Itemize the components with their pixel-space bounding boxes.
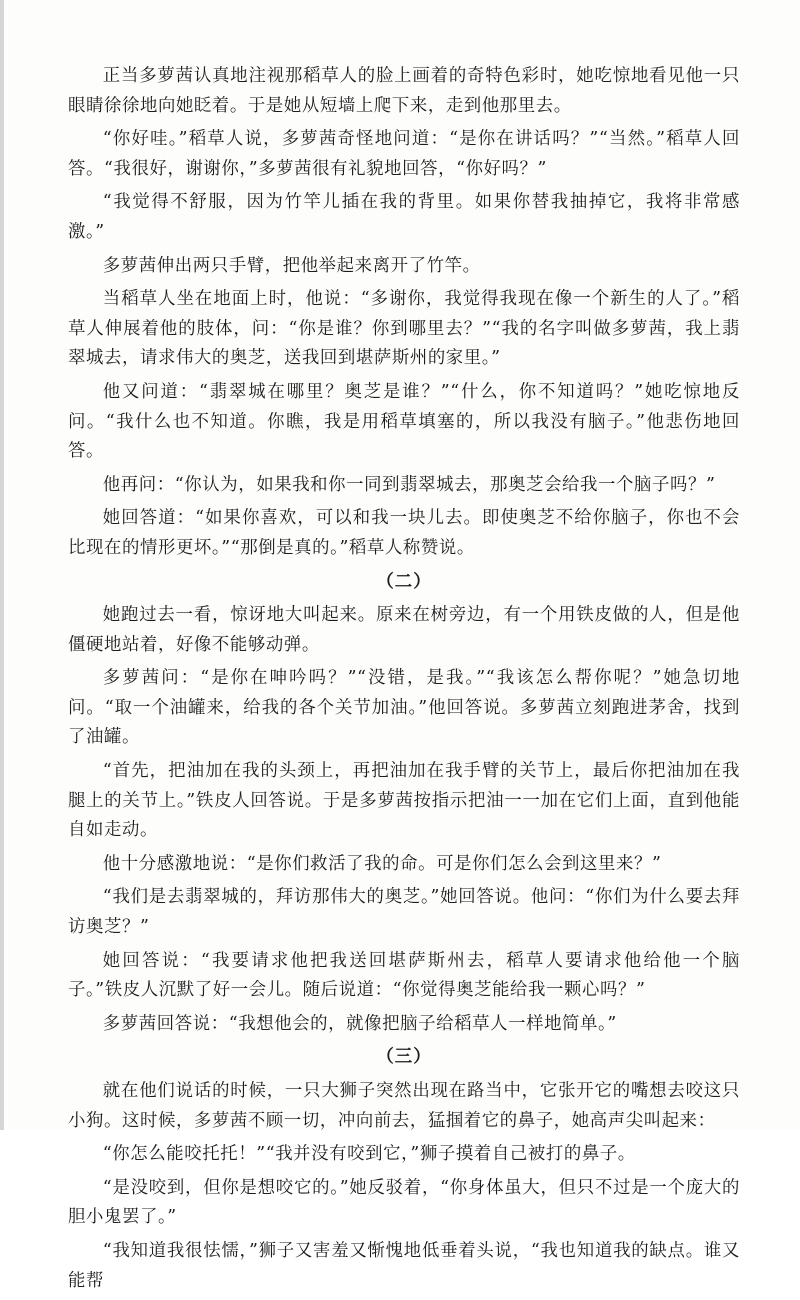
- paragraph: 正当多萝茜认真地注视那稻草人的脸上画着的奇特色彩时，她吃惊地看见他一只眼睛徐徐地向她眨着。于是她从短墙上爬下来，走到他那里去。: [68, 66, 740, 116]
- paragraph: “我们是去翡翠城的，拜访那伟大的奥芝。”她回答说。他问：“你们为什么要去拜访奥芝？”: [68, 887, 740, 938]
- paragraph: 她回答道：“如果你喜欢，可以和我一块儿去。即使奥芝不给你脑子，你也不会比现在的情形更坏。”“那倒是真的。”稻草人称赞说。: [68, 508, 740, 558]
- paragraph: “我知道我很怯懦，”狮子又害羞又惭愧地低垂着头说，“我也知道我的缺点。谁又能帮: [68, 1240, 740, 1291]
- paragraph: “首先，把油加在我的头颈上，再把油加在我手臂的关节上，最后你把油加在我腿上的关节上。”铁皮人回答说。于是多萝茜按指示把油一一加在它们上面，直到他能自如走动。: [68, 761, 740, 841]
- paragraph: “是没咬到，但你是想咬它的。”她反驳着，“你身体虽大，但只不过是一个庞大的胆小鬼罢了。”: [68, 1177, 740, 1228]
- section-heading: （三）: [376, 1047, 432, 1068]
- paragraph: 她跑过去一看，惊讶地大叫起来。原来在树旁边，有一个用铁皮做的人，但是他僵硬地站着，好像不能够动弹。: [68, 605, 740, 655]
- paragraph: 他又问道：“翡翠城在哪里？奥芝是谁？”“什么，你不知道吗？”她吃惊地反问。“我什么也不知道。你瞧，我是用稻草填塞的，所以我没有脑子。”他悲伤地回答。: [68, 381, 740, 462]
- section-heading: （二）: [376, 571, 432, 592]
- paragraph: 就在他们说话的时候，一只大狮子突然出现在路当中，它张开它的嘴想去咬这只小狗。这时候，多萝茜不顾一切，冲向前去，猛掴着它的鼻子，她高声尖叫起来：: [68, 1081, 740, 1131]
- paragraph: 她回答说：“我要请求他把我送回堪萨斯州去，稻草人要请求他给他一个脑子。”铁皮人沉默了好一会儿。随后说道：“你觉得奥芝能给我一颗心吗？”: [68, 950, 740, 1001]
- paragraph: 当稻草人坐在地面上时，他说：“多谢你，我觉得我现在像一个新生的人了。”稻草人伸展着他的肢体，问：“你是谁？你到哪里去？”“我的名字叫做多萝茜，我上翡翠城去，请求伟大的奥芝，送我回到堪萨斯州的家里。”: [68, 289, 740, 369]
- paragraph: “我觉得不舒服，因为竹竿儿插在我的背里。如果你替我抽掉它，我将非常感激。”: [68, 192, 740, 242]
- document-body: [68, 62, 740, 1300]
- paragraph: “你好哇。”稻草人说，多萝茜奇怪地问道：“是你在讲话吗？”“当然。”稻草人回答。“我很好，谢谢你，”多萝茜很有礼貌地回答，“你好吗？”: [68, 129, 740, 179]
- paragraph: 他十分感激地说：“是你们救活了我的命。可是你们怎么会到这里来？”: [102, 853, 662, 874]
- paragraph: 他再问：“你认为，如果我和你一同到翡翠城去，那奥芝会给我一个脑子吗？”: [102, 474, 716, 495]
- paragraph: 多萝茜问：“是你在呻吟吗？”“没错，是我。”“我该怎么帮你呢？”她急切地问。“取一个油罐来，给我的各个关节加油。”他回答说。多萝茜立刻跑进茅舍，找到了油罐。: [68, 668, 740, 748]
- paragraph: 多萝茜伸出两只手臂，把他举起来离开了竹竿。: [102, 255, 481, 276]
- paragraph: “你怎么能咬托托！”“我并没有咬到它，”狮子摸着自己被打的鼻子。: [102, 1144, 636, 1165]
- paragraph: 多萝茜回答说：“我想他会的，就像把脑子给稻草人一样地简单。”: [102, 1013, 617, 1034]
